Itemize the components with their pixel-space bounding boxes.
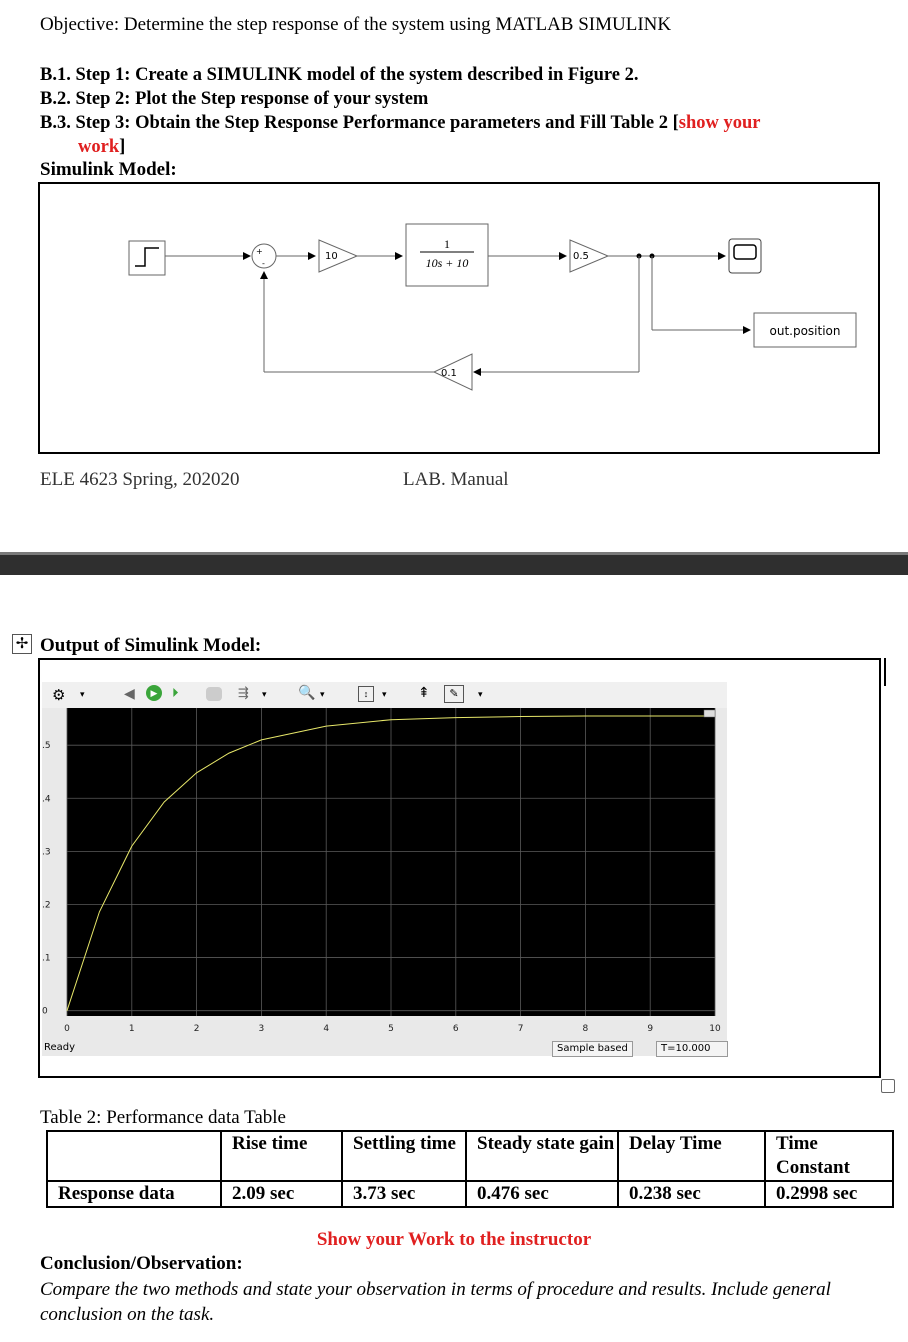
step-source-block[interactable] [129, 241, 165, 275]
y-tick-label: 0 [42, 1006, 48, 1017]
status-time: T=10.000 [656, 1041, 728, 1057]
model-svg [40, 184, 878, 452]
run-icon[interactable]: ▶ [146, 685, 162, 701]
x-tick-label: 8 [582, 1024, 589, 1034]
cursor-measure-icon[interactable]: ⇞ [418, 685, 430, 701]
out-position-label: out.position [769, 324, 841, 338]
signal-dropdown-icon[interactable]: ▾ [262, 689, 267, 699]
step-3-red-2: work [78, 137, 120, 157]
y-tick-label: .3 [42, 847, 51, 858]
x-tick-label: 6 [452, 1024, 459, 1034]
x-tick-label: 1 [128, 1024, 135, 1034]
gain-2-label: 0.5 [573, 251, 589, 262]
settings-gear-icon[interactable]: ⚙ [52, 686, 66, 704]
show-work-note: Show your Work to the instructor [316, 1229, 592, 1250]
step-3-close: ] [119, 137, 126, 157]
header-settling-time: Settling time [342, 1131, 466, 1181]
sum-minus: - [262, 259, 265, 268]
feedback-gain-label: 0.1 [441, 368, 457, 379]
y-tick-label: .5 [42, 741, 51, 752]
run-back-icon[interactable]: ◀ [124, 686, 135, 702]
value-delay-time: 0.238 sec [618, 1181, 765, 1207]
sum-plus: + [256, 247, 263, 256]
y-ticks [42, 741, 51, 1017]
conclusion-title: Conclusion/Observation: [40, 1253, 243, 1274]
highlight-dropdown-icon[interactable]: ▾ [478, 689, 483, 699]
status-sample-mode: Sample based [552, 1041, 633, 1057]
performance-table [46, 1130, 894, 1208]
value-rise-time: 2.09 sec [221, 1181, 342, 1207]
x-tick-label: 10 [709, 1024, 721, 1034]
output-title: Output of Simulink Model: [40, 635, 262, 656]
transfer-function-block[interactable] [406, 224, 488, 286]
status-ready: Ready [44, 1042, 76, 1053]
scope-icon [734, 245, 756, 259]
zoom-dropdown-icon[interactable]: ▾ [320, 689, 325, 699]
objective-text: Objective: Determine the step response of the system using MATLAB SIMULINK [40, 14, 672, 35]
tf-numerator: 1 [444, 237, 450, 251]
footer-course: ELE 4623 Spring, 202020 [40, 469, 240, 490]
x-tick-label: 9 [647, 1024, 654, 1034]
step-1-text: B.1. Step 1: Create a SIMULINK model of the system described in Figure 2. [40, 65, 639, 85]
autoscale-dropdown-icon[interactable]: ▾ [382, 689, 387, 699]
expand-icon[interactable] [704, 710, 715, 717]
autoscale-icon[interactable]: ↕ [358, 686, 374, 702]
simulink-model-diagram [38, 182, 880, 454]
text-cursor [884, 658, 886, 686]
x-tick-label: 5 [388, 1024, 394, 1034]
scope-chart [42, 708, 727, 1056]
x-tick-label: 0 [64, 1024, 70, 1034]
move-handle-icon[interactable]: ✢ [12, 634, 32, 654]
x-tick-label: 3 [258, 1024, 265, 1034]
settings-dropdown-icon[interactable]: ▾ [80, 689, 85, 699]
step-forward-icon[interactable]: ⏵ [172, 686, 179, 701]
highlight-icon[interactable]: ✎ [444, 685, 464, 703]
x-tick-label: 4 [323, 1024, 330, 1034]
header-rise-time: Rise time [221, 1131, 342, 1181]
conclusion-body: Compare the two methods and state your observation in terms of procedure and results. Include general conclusion on the task. [40, 1279, 831, 1325]
table-header-row [47, 1131, 893, 1181]
y-tick-label: .1 [42, 953, 51, 964]
signal-icon[interactable]: ⇶ [238, 686, 249, 701]
table-caption: Table 2: Performance data Table [40, 1107, 286, 1128]
scope-toolbar [42, 682, 727, 708]
header-delay-time: Delay Time [618, 1131, 765, 1181]
header-empty [47, 1131, 221, 1181]
step-3-main: B.3. Step 3: Obtain the Step Response Performance parameters and Fill Table 2 [ [40, 113, 679, 133]
page-separator [0, 552, 908, 575]
y-tick-label: .4 [42, 794, 51, 805]
x-tick-label: 7 [517, 1024, 524, 1034]
x-ticks [64, 1024, 721, 1034]
header-steady-state-gain: Steady state gain [466, 1131, 618, 1181]
row-label: Response data [47, 1181, 221, 1207]
footer-manual: LAB. Manual [403, 469, 509, 490]
value-steady-state-gain: 0.476 sec [466, 1181, 618, 1207]
step-3-red-1: show your [678, 113, 761, 133]
simulink-model-title: Simulink Model: [40, 159, 177, 180]
value-settling-time: 3.73 sec [342, 1181, 466, 1207]
stop-icon[interactable] [206, 687, 222, 701]
gain-1-label: 10 [325, 251, 338, 262]
x-tick-label: 2 [193, 1024, 200, 1034]
value-time-constant: 0.2998 sec [765, 1181, 893, 1207]
tf-denominator: 10s + 10 [425, 256, 469, 270]
table-row [47, 1181, 893, 1207]
resize-handle-icon[interactable] [881, 1079, 895, 1093]
step-3-text [40, 111, 880, 159]
y-tick-label: .2 [42, 900, 51, 911]
header-time-constant: Time Constant [765, 1131, 893, 1181]
zoom-in-icon[interactable]: 🔍 [298, 685, 316, 701]
step-2-text: B.2. Step 2: Plot the Step response of your system [40, 89, 429, 109]
